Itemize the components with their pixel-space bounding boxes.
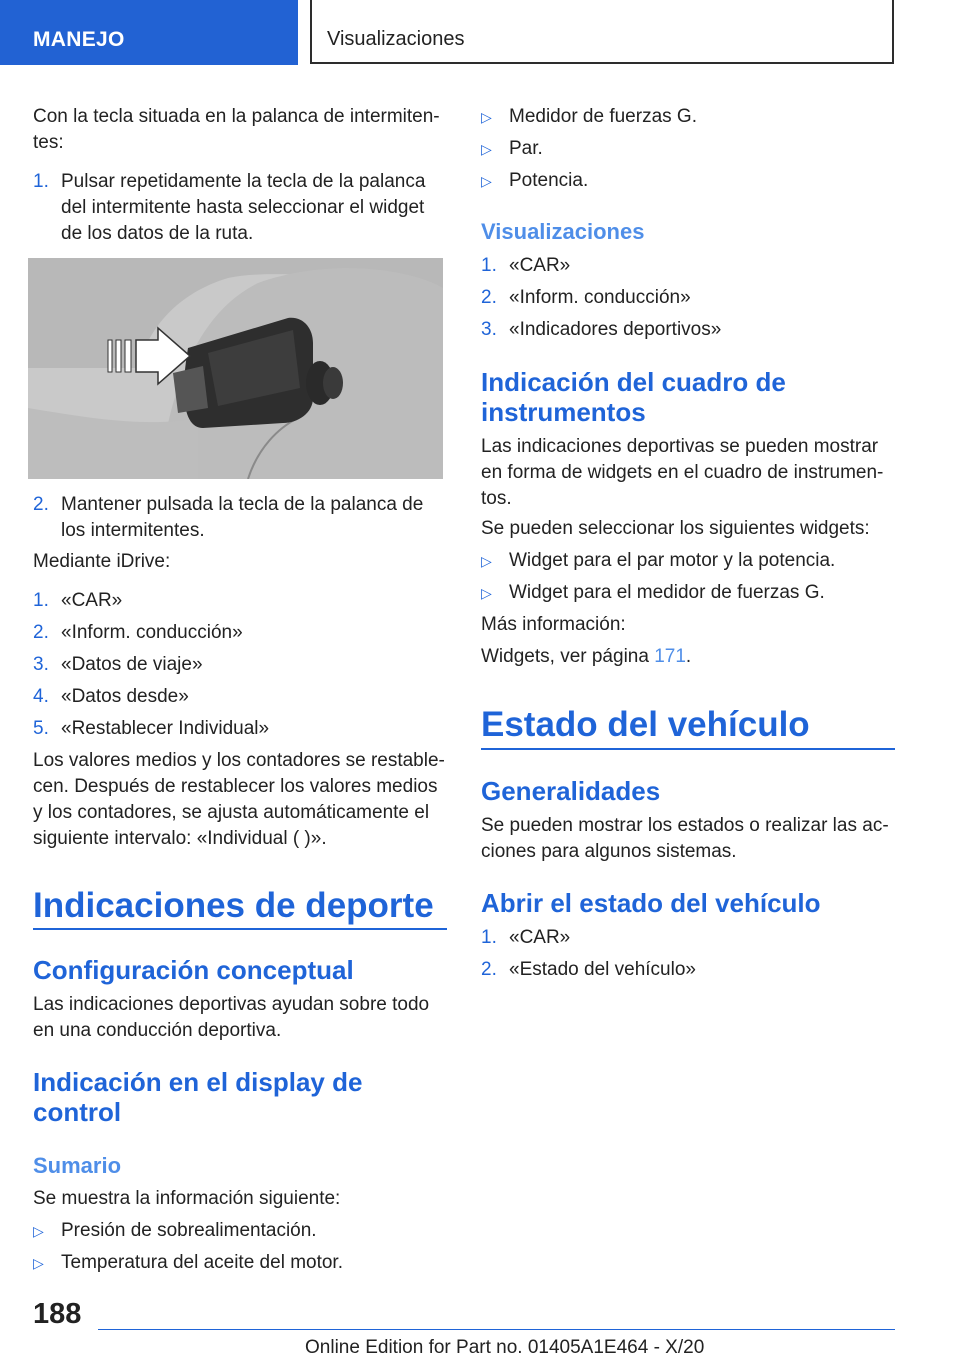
list-item: Temperatura del aceite del motor. <box>61 1252 343 1273</box>
minor-heading: Sumario <box>33 1153 122 1178</box>
reset-text: Los valores medios y los contadores se restable- <box>33 750 445 771</box>
chapter-tab <box>310 0 894 64</box>
edition-note: Online Edition for Part no. 01405A1E464 - X/20 <box>305 1337 705 1358</box>
step-number: 1. <box>33 590 49 611</box>
idrive-intro: Mediante iDrive: <box>33 551 171 572</box>
menu-step: «Indicadores deportivos» <box>509 319 722 340</box>
intro-text: Con la tecla situada en la palanca de intermiten- <box>33 106 440 127</box>
bullet-triangle-icon: ▷ <box>481 141 492 157</box>
subsection-heading: Configuración conceptual <box>33 955 354 985</box>
menu-step: «Datos de viaje» <box>61 654 203 675</box>
page-reference-text: Widgets, ver página <box>481 646 655 667</box>
page-reference-end: . <box>685 646 692 667</box>
list-item: Presión de sobrealimentación. <box>61 1220 317 1241</box>
subsection-heading: Indicación en el display de <box>33 1067 363 1097</box>
step-number: 2. <box>33 622 49 643</box>
section-tab <box>0 0 298 65</box>
section-title: MANEJO <box>33 28 125 51</box>
reset-text: siguiente intervalo: «Individual ( )». <box>33 828 327 849</box>
body-text: Se pueden seleccionar los siguientes widgets: <box>481 518 870 539</box>
page-number: 188 <box>33 1298 82 1330</box>
heading-rule <box>481 748 895 750</box>
subsection-heading: Generalidades <box>481 776 661 806</box>
bullet-triangle-icon: ▷ <box>481 173 492 189</box>
step-number: 2. <box>481 287 497 308</box>
menu-step: «Estado del vehículo» <box>509 959 696 980</box>
list-item: Widget para el medidor de fuerzas G. <box>509 582 825 603</box>
bullet-triangle-icon: ▷ <box>33 1255 44 1271</box>
minor-heading: Visualizaciones <box>481 219 645 244</box>
heading-rule <box>33 928 447 930</box>
step-text: del intermitente hasta seleccionar el widget <box>61 197 425 218</box>
menu-step: «Inform. conducción» <box>509 287 691 308</box>
bullet-triangle-icon: ▷ <box>481 553 492 569</box>
body-text: en una conducción deportiva. <box>33 1020 282 1041</box>
body-text: Las indicaciones deportivas se pueden mostrar <box>481 436 879 457</box>
chapter-title: Visualizaciones <box>327 28 465 50</box>
list-item: Widget para el par motor y la potencia. <box>509 550 836 571</box>
list-item: Medidor de fuerzas G. <box>509 106 697 127</box>
step-number: 1. <box>481 255 497 276</box>
step-text: de los datos de la ruta. <box>61 223 254 244</box>
step-number: 1. <box>33 171 49 192</box>
turn-signal-lever-illustration <box>28 258 443 479</box>
step-text: Pulsar repetidamente la tecla de la palanca <box>61 171 426 192</box>
menu-step: «CAR» <box>61 590 123 611</box>
step-number: 3. <box>481 319 497 340</box>
menu-step: «Datos desde» <box>61 686 189 707</box>
footer-rule <box>98 1329 895 1330</box>
page-reference-link[interactable]: 171 <box>654 646 686 667</box>
section-heading: Indicaciones de deporte <box>33 886 434 925</box>
step-number: 1. <box>481 927 497 948</box>
step-number: 4. <box>33 686 49 707</box>
bullet-triangle-icon: ▷ <box>481 585 492 601</box>
body-text: ciones para algunos sistemas. <box>481 841 737 862</box>
step-number: 2. <box>481 959 497 980</box>
section-heading: Estado del vehículo <box>481 705 810 744</box>
step-number: 2. <box>33 494 49 515</box>
body-text: Se pueden mostrar los estados o realizar las ac- <box>481 815 889 836</box>
intro-text-cont: tes: <box>33 132 64 153</box>
menu-step: «Inform. conducción» <box>61 622 243 643</box>
list-item: Potencia. <box>509 170 589 191</box>
body-text: Se muestra la información siguiente: <box>33 1188 341 1209</box>
step-number: 5. <box>33 718 49 739</box>
reset-text: y los contadores, se ajusta automáticamente el <box>33 802 430 823</box>
bullet-triangle-icon: ▷ <box>33 1223 44 1239</box>
bullet-triangle-icon: ▷ <box>481 109 492 125</box>
step-text: Mantener pulsada la tecla de la palanca de <box>61 494 424 515</box>
step-number: 3. <box>33 654 49 675</box>
subsection-heading: Indicación del cuadro de <box>481 367 786 397</box>
body-text: tos. <box>481 488 512 509</box>
subsection-heading: control <box>33 1097 122 1127</box>
more-info-label: Más información: <box>481 614 626 635</box>
page-reference <box>481 644 691 670</box>
body-text: Las indicaciones deportivas ayudan sobre todo <box>33 994 430 1015</box>
subsection-heading: instrumentos <box>481 397 646 427</box>
body-text: en forma de widgets en el cuadro de instrumen- <box>481 462 884 483</box>
subsection-heading: Abrir el estado del vehículo <box>481 888 821 918</box>
reset-text: cen. Después de restablecer los valores medios <box>33 776 438 797</box>
menu-step: «Restablecer Individual» <box>61 718 270 739</box>
list-item: Par. <box>509 138 543 159</box>
menu-step: «CAR» <box>509 255 571 276</box>
menu-step: «CAR» <box>509 927 571 948</box>
step-text: los intermitentes. <box>61 520 205 541</box>
